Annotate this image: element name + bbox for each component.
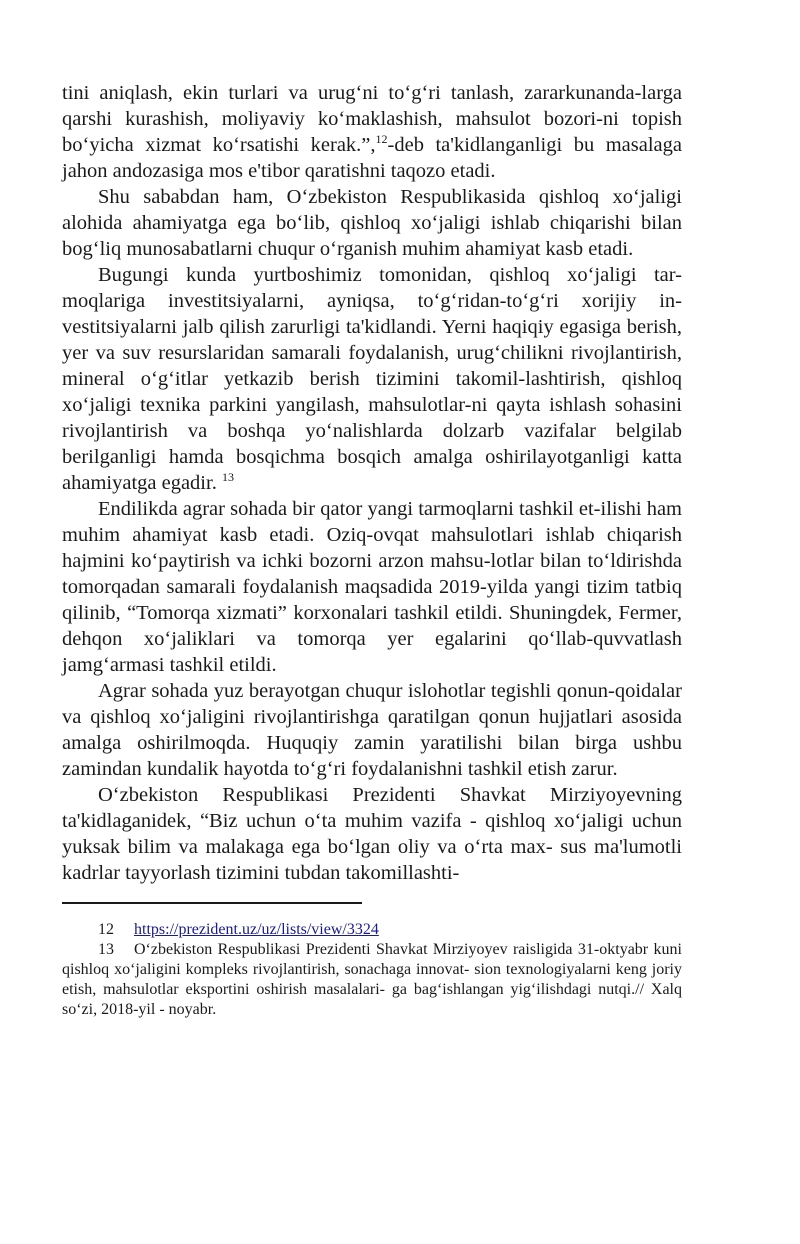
footnote-divider <box>62 902 362 904</box>
footnote-ref-13[interactable]: 13 <box>221 470 234 484</box>
footnote-ref-12[interactable]: 12 <box>375 132 388 146</box>
paragraph-1 <box>62 80 682 184</box>
footnote-12 <box>62 920 682 940</box>
footnote-13-text: O‘zbekiston Respublikasi Prezidenti Shavkat Mirziyoyev raisligida 31-oktyabr kuni qishloq xo‘jaligini kompleks rivojlantirish, sonachaga innovat- sion texnologiyalarni keng joriy etish, mahsulotlar eksportini oshirish masalalari- ga bag‘ishlangan yig‘ilishdagi nutqi.// Xalq so‘zi, 2018-yil - noyabr. <box>62 941 682 1018</box>
paragraph-5-text: Agrar sohada yuz berayotgan chuqur islohotlar tegishli qonun-qoidalar va qishloq xo‘jaligini rivojlantirishga qaratilgan qonun hujjatlari asosida amalga oshirilmoqda. Huquqiy zamin yaratilishi bilan birga ushbu zamindan kundalik hayotda to‘g‘ri foydalanishni tashkil etish zarur. <box>62 680 682 780</box>
footnote-number: 13 <box>98 941 114 958</box>
paragraph-3 <box>62 262 682 496</box>
footnote-13 <box>62 940 682 1020</box>
paragraph-4-text: Endilikda agrar sohada bir qator yangi tarmoqlarni tashkil et-ilishi ham muhim ahamiyat kasb etadi. Oziq-ovqat mahsulotlari ishlab chiqarish hajmini ko‘paytirish va ichki bozorni arzon mahsu-lotlar bilan to‘ldirishda tomorqadan samarali foydalanish maqsadida 2019-yilda yangi tizim tatbiq qilinib, “Tomorqa xizmati” korxonalari tashkil etildi. Shuningdek, Fermer, dehqon xo‘jaliklari va tomorqa yer egalarini qo‘llab-quvvatlash jamg‘armasi tashkil etildi. <box>62 498 682 676</box>
paragraph-2-text: Shu sababdan ham, O‘zbekiston Respublikasida qishloq xo‘jaligi alohida ahamiyatga ega bo‘lib, qishloq xo‘jaligi ishlab chiqarishi bilan bog‘liq munosabatlarni chuqur o‘rganish muhim ahamiyat kasb etadi. <box>62 186 682 260</box>
paragraph-6-text: O‘zbekiston Respublikasi Prezidenti Shavkat Mirziyoyevning ta'kidlaganidek, “Biz uchun o‘ta muhim vazifa - qishloq xo‘jaligi uchun yuksak bilim va malakaga ega bo‘lgan oliy va o‘rta max- sus ma'lumotli kadrlar tayyorlash tizimini tubdan takomillashti- <box>62 784 682 884</box>
body-text <box>62 80 682 886</box>
paragraph-4 <box>62 496 682 678</box>
paragraph-3-text: Bugungi kunda yurtboshimiz tomonidan, qishloq xo‘jaligi tar-moqlariga investitsiyalarni, ayniqsa, to‘g‘ridan-to‘g‘ri xorijiy in-vestitsiyalarni jalb qilish zarurligi ta'kidlandi. Yerni haqiqiy egasiga berish, yer va suv resurslaridan samarali foydalanish, urug‘chilikni rivojlantirish, mineral o‘g‘itlar yetkazib berish tizimini takomil-lashtirish, qishloq xo‘jaligi texnika parkini yangilash, mahsulotlar-ni qayta ishlash sohasini rivojlantirish va boshqa yo‘nalishlarda dolzarb vazifalar belgilab berilganligi hamda bosqichma bosqich amalga oshirilayotganligi katta ahamiyatga egadir. <box>62 264 682 494</box>
paragraph-1-text: tini aniqlash, ekin turlari va urug‘ni to‘g‘ri tanlash, zararkunanda-larga qarshi kurashish, moliyaviy ko‘maklashish, mahsulot bozori-ni topish bo‘yicha xizmat ko‘rsatishi kerak.”, <box>62 82 682 156</box>
document-page <box>62 80 682 1020</box>
paragraph-5 <box>62 678 682 782</box>
footnote-number: 12 <box>98 921 114 938</box>
paragraph-1-continuation: -deb ta'kidlanganligi bu masalaga jahon andozasiga mos e'tibor qaratishni taqozo etadi. <box>62 134 682 182</box>
paragraph-2 <box>62 184 682 262</box>
footnotes <box>62 920 682 1020</box>
paragraph-6 <box>62 782 682 886</box>
footnote-12-link[interactable]: https://prezident.uz/uz/lists/view/3324 <box>134 921 379 938</box>
